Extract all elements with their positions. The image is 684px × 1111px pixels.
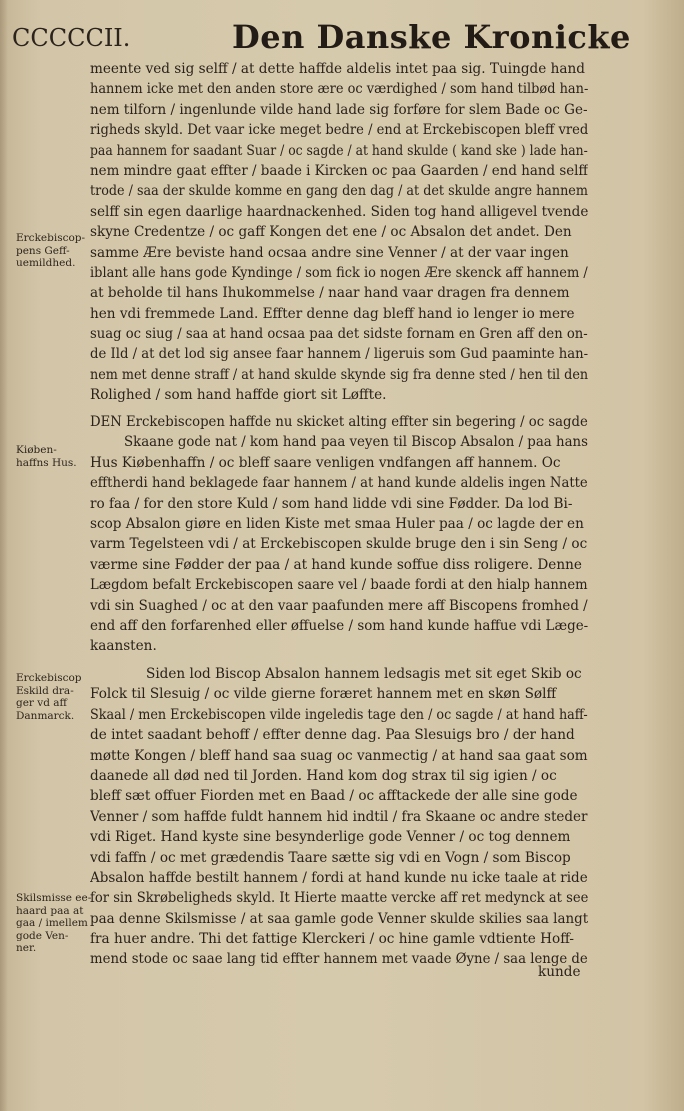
text-line: efftherdi hand beklagede faar hannem / at hand kunde aldelis ingen Natte xyxy=(90,475,588,492)
text-line: meente ved sig selff / at dette haffde aldelis intet paa sig. Tuingde hand xyxy=(90,61,585,77)
text-line: kaansten. xyxy=(90,638,157,655)
marginal-note xyxy=(16,672,82,722)
marginal-note xyxy=(16,232,85,270)
marginal-note-line: ger vd aff xyxy=(16,697,68,710)
text-line: vdi faffn / oc met grædendis Taare sætte sig vdi en Vogn / som Biscop xyxy=(90,849,571,866)
text-line: samme Ære beviste hand ocsaa andre sine Venner / at der vaar ingen xyxy=(90,244,569,261)
marginal-note-line: haard paa at xyxy=(16,904,84,917)
text-line: møtte Kongen / bleff hand saa suag oc vanmectig / at hand saa gaat som xyxy=(90,747,588,764)
paragraph-2 xyxy=(90,412,588,657)
text-line: Skaal / men Erckebiscopen vilde ingeledis tage den / oc sagde / at hand haff- xyxy=(90,706,588,723)
text-line: fra huer andre. Thi det fattige Klerckeri / oc hine gamle vdtiente Hoff- xyxy=(90,931,574,948)
text-line: Hus Kiøbenhaffn / oc bleff saare venligen vndfangen aff hannem. Oc xyxy=(90,454,561,471)
page-gutter-shadow xyxy=(0,0,8,1111)
text-line: mend stode oc saae lang tid effter hannem met vaade Øyne / saa lenge de xyxy=(90,951,588,968)
text-line: paa denne Skilsmisse / at saa gamle gode Venner skulde skilies saa langt xyxy=(90,910,588,927)
text-line: at beholde til hans Ihukommelse / naar hand vaar dragen fra dennem xyxy=(90,285,570,302)
text-line: vdi Riget. Hand kyste sine besynderlige gode Venner / oc tog dennem xyxy=(90,829,571,846)
marginal-note-line: uemildhed. xyxy=(16,257,76,270)
text-line: nem tilforn / ingenlunde vilde hand lade sig forføre for slem Bade oc Ge- xyxy=(90,101,588,118)
text-line: suag oc siug / saa at hand ocsaa paa det sidste fornam en Gren aff den on- xyxy=(90,326,588,343)
text-line: vdi sin Suaghed / oc at den vaar paafunden mere aff Biscopens fromhed / xyxy=(90,597,588,614)
text-line: Siden lod Biscop Absalon hannem ledsagis met sit eget Skib oc xyxy=(146,666,582,682)
running-head xyxy=(0,14,684,58)
catchword: kunde xyxy=(538,964,581,980)
text-line: for sin Skrøbeligheds skyld. It Hierte maatte vercke aff ret medynck at see xyxy=(90,890,588,907)
text-line: værme sine Fødder der paa / at hand kunde soffue diss roligere. Denne xyxy=(90,556,582,573)
text-line: scop Absalon giøre en liden Kiste met smaa Huler paa / oc lagde der en xyxy=(90,515,584,532)
marginal-note-line: Erckebiscop xyxy=(16,672,82,684)
text-line: nem mindre gaat effter / baade i Kircken oc paa Gaarden / end hand selff xyxy=(90,162,588,179)
text-line: Folck til Slesuig / oc vilde gierne foræret hannem met en skøn Sølff xyxy=(90,686,557,703)
page-title: Den Danske Kronicke xyxy=(232,18,631,56)
text-line: selff sin egen daarlige haardnackenhed. Siden tog hand alligevel tvende xyxy=(90,203,588,220)
text-line: Lægdom befalt Erckebiscopen saare vel / baade fordi at den hialp hannem xyxy=(90,577,588,594)
text-line: bleff sæt offuer Fiorden met en Baad / oc afftackede der alle sine gode xyxy=(90,788,578,805)
text-line: righeds skyld. Det vaar icke meget bedre / end at Erckebiscopen bleff vred xyxy=(90,122,588,139)
text-line: varm Tegelsteen vdi / at Erckebiscopen skulde bruge den i sin Seng / oc xyxy=(90,536,588,553)
text-line: ro faa / for den store Kuld / som hand lidde vdi sine Fødder. Da lod Bi- xyxy=(90,495,573,512)
text-line: skyne Credentze / oc gaff Kongen det ene / oc Absalon det andet. Den xyxy=(90,224,572,241)
text-line: Rolighed / som hand haffde giort sit Løffte. xyxy=(90,387,387,404)
text-line: end aff den forfarenhed eller øffuelse / som hand kunde haffue vdi Læge- xyxy=(90,617,588,634)
marginal-note-line: Skilsmisse ee- xyxy=(16,892,92,904)
text-line-drop-cap: DEN Erckebiscopen haffde nu skicket alting effter sin begering / oc sagde xyxy=(90,414,588,430)
marginal-note-line: Danmarck. xyxy=(16,709,75,722)
text-line: de intet saadant behoff / effter denne dag. Paa Slesuigs bro / der hand xyxy=(90,727,575,744)
marginal-note-line: pens Geff- xyxy=(16,244,70,257)
text-line: nem met denne straff / at hand skulde skynde sig fra denne sted / hen til den xyxy=(90,366,588,383)
marginal-note-line: gaa / imellem xyxy=(16,917,88,930)
text-line: hannem icke met den anden store ære oc værdighed / som hand tilbød han- xyxy=(90,81,588,98)
text-line: trode / saa der skulde komme en gang den dag / at det skulde angre hannem xyxy=(90,183,588,200)
marginal-note-line: Erckebiscop- xyxy=(16,232,86,244)
text-line: Venner / som haffde fuldt hannem hid indtil / fra Skaane oc andre steder xyxy=(90,808,588,825)
marginal-note-line: gode Ven- xyxy=(16,929,69,942)
text-line: Absalon haffde bestilt hannem / fordi at hand kunde nu icke taale at ride xyxy=(90,869,588,886)
text-line: Skaane gode nat / kom hand paa veyen til Biscop Absalon / paa hans xyxy=(124,434,588,451)
text-line: daanede all død ned til Jorden. Hand kom dog strax til sig igien / oc xyxy=(90,767,557,784)
folio-number: CCCCCII. xyxy=(12,24,131,52)
marginal-note-line: ner. xyxy=(16,942,37,955)
text-line: paa hannem for saadant Suar / oc sagde / at hand skulde ( kand ske ) lade han- xyxy=(90,142,588,159)
text-line: de Ild / at det lod sig ansee faar hannem / ligeruis som Gud paaminte han- xyxy=(90,346,588,363)
marginal-note-line: Eskild dra- xyxy=(16,684,74,697)
text-line: hen vdi fremmede Land. Effter denne dag bleff hand io lenger io mere xyxy=(90,305,575,322)
paragraph-1 xyxy=(90,59,588,406)
text-line: iblant alle hans gode Kyndinge / som fick io nogen Ære skenck aff hannem / xyxy=(90,264,588,281)
paragraph-3 xyxy=(90,664,588,970)
marginal-note xyxy=(16,444,77,469)
marginal-note-line: haffns Hus. xyxy=(16,456,77,469)
marginal-note-line: Kiøben- xyxy=(16,444,57,456)
marginal-note xyxy=(16,892,91,955)
